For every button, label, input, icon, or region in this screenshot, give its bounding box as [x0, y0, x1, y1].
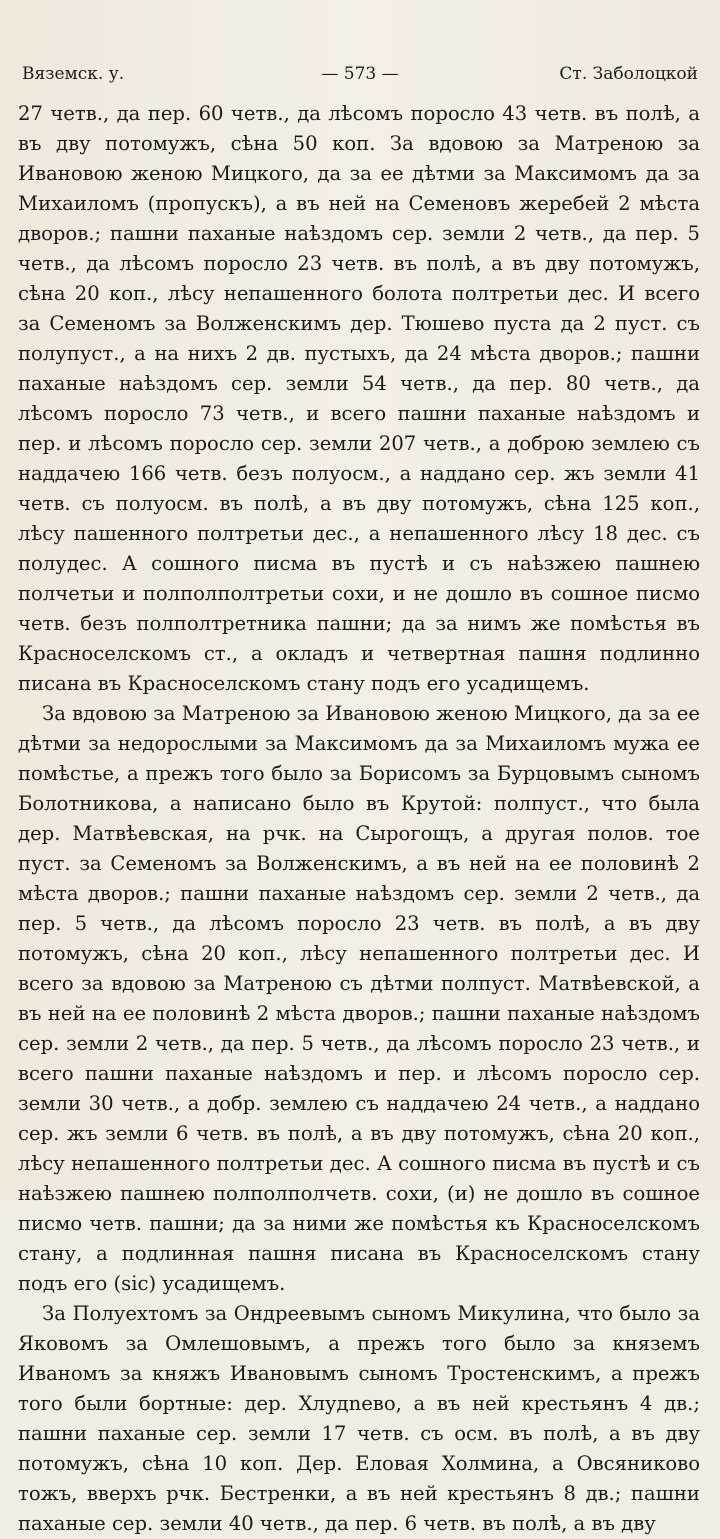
paragraph-3: За Полуехтомъ за Ондреевымъ сыномъ Микулина, что было за Яковомъ за Омлешовымъ, а прежъ того было за княземъ Иваномъ за княжъ Ивановымъ сыномъ Тростенскимъ, а прежъ того были бортные: дер. Хлудnево, а въ ней крестьянъ 4 дв.; пашни паханые сер. земли 17 четв. съ осм. въ полѣ, а въ дву потомужъ, сѣна 10 коп. Дер. Еловая Холмина, а Овсяниково тожъ, вверхъ рчк. Бестренки, а въ ней крестьянъ 8 дв.; пашни паханые сер. земли 40 четв., да пер. 6 четв. въ полѣ, а въ дву [18, 1302, 700, 1535]
paragraph-2: За вдовою за Матреною за Ивановою женою Мицкого, да за ее дѣтми за недорослыми за Максимомъ да за Михаиломъ мужа ее помѣстье, а прежъ того было за Борисомъ за Бурцовымъ сыномъ Болотникова, а написано было въ Крутой: полпуст., что была дер. Матвѣевская, на рчк. на Сырогощъ, а другая полов. тое пуст. за Семеномъ за Волженскимъ, а въ ней на ее половинѣ 2 мѣста дворов.; пашни паханые наѣздомъ сер. земли 2 четв., да пер. 5 четв., да лѣсомъ поросло 23 четв. въ полѣ, а въ дву потомужъ, сѣна 20 коп., лѣсу непашенного полтретьи дес. И всего за вдовою за Матреною съ дѣтми полпуст. Матвѣевской, а въ ней на ее половинѣ 2 мѣста дворов.; пашни паханые наѣздомъ сер. земли 2 четв., да пер. 5 четв., да лѣсомъ поросло 23 четв., и всего пашни паханые наѣздомъ и пер. и лѣсомъ поросло сер. земли 30 четв., а добр. землею съ наддачею 24 четв., а наддано сер. жъ земли 6 четв. въ полѣ, а въ дву потомужъ, сѣна 20 коп., лѣсу непашенного полтретьи дес. А сошного писма въ пустѣ и съ наѣзжею пашнею полполполчетв. сохи, (и) не дошло въ сошное писмо четв. пашни; да за ними же помѣстья къ Красноселскомъ стану, а подлинная пашня писана въ Красноселскомъ стану подъ его (sic) усадищемъ. [18, 702, 700, 1295]
paragraph-1: 27 четв., да пер. 60 четв., да лѣсомъ поросло 43 четв. въ полѣ, а въ дву потомужъ, сѣна 50 коп. За вдовою за Матреною за Ивановою женою Мицкого, да за ее дѣтми за Максимомъ да за Михаиломъ (пропускъ), а въ ней на Семеновъ жеребей 2 мѣста дворов.; пашни паханые наѣздомъ сер. земли 2 четв., да пер. 5 четв., да лѣсомъ поросло 23 четв. въ полѣ, а въ дву потомужъ, сѣна 20 коп., лѣсу непашенного болота полтретьи дес. И всего за Семеномъ за Волженскимъ дер. Тюшево пуста да 2 пуст. съ полупуст., а на нихъ 2 дв. пустыхъ, да 24 мѣста дворов.; пашни паханые наѣздомъ сер. земли 54 четв., да пер. 80 четв., да лѣсомъ поросло 73 четв., и всего пашни паханые наѣздомъ и пер. и лѣсомъ поросло сер. земли 207 четв., а доброю землею съ наддачею 166 четв. безъ полуосм., а наддано сер. жъ земли 41 четв. съ полуосм. въ полѣ, а въ дву потомужъ, сѣна 125 коп., лѣсу пашенного полтретьи дес., а непашенного лѣсу 18 дес. съ полудес. А сошного писма въ пустѣ и съ наѣзжею пашнею полчетьи и полполполтретьи сохи, и не дошло въ сошное писмо четв. безъ полполтретника пашни; да за нимъ же помѣстья въ Красноселскомъ ст., а окладъ и четвертная пашня подлинно писана въ Красноселскомъ стану подъ его усадищемъ. [18, 102, 700, 695]
text-body [18, 99, 700, 1539]
header-district: Вяземск. у. [22, 64, 125, 84]
page-number: — 573 — [321, 64, 399, 84]
running-head [22, 62, 698, 86]
header-section: Ст. Заболоцкой [559, 64, 698, 84]
